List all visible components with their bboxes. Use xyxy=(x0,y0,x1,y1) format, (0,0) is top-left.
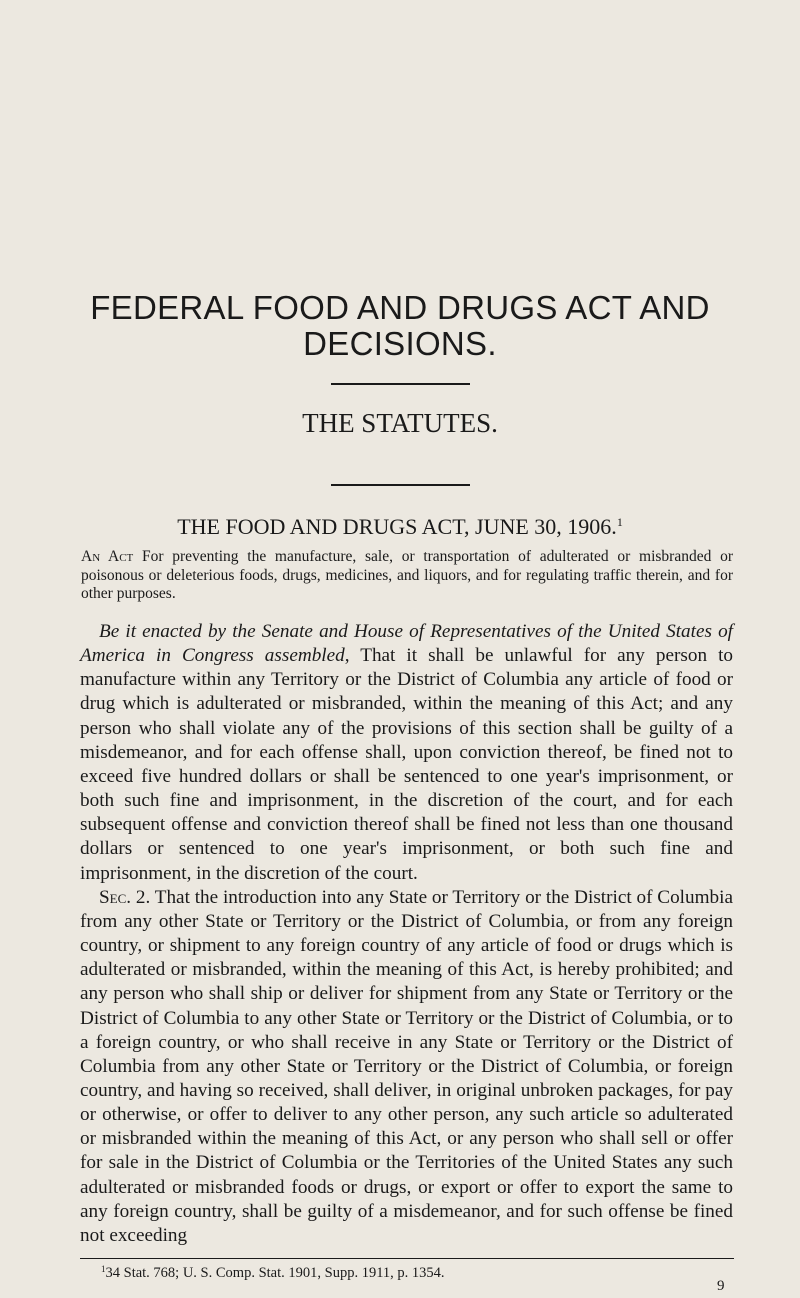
page-number: 9 xyxy=(717,1278,725,1294)
preamble-text: For preventing the manufacture, sale, or transportation of adulterated or misbranded or poisonous or deleterious foods, drugs, medicines, and liquors, and for regulating traffic therein, and for other purposes. xyxy=(81,548,733,602)
act-heading xyxy=(0,509,800,540)
act-heading-text: THE FOOD AND DRUGS ACT, JUNE 30, 1906. xyxy=(177,514,617,539)
footnote-divider xyxy=(80,1258,734,1259)
act-preamble xyxy=(81,548,733,604)
divider-rule-top xyxy=(331,383,470,385)
title-line-1: FEDERAL FOOD AND DRUGS ACT AND xyxy=(90,289,710,326)
title-line-2: DECISIONS. xyxy=(303,325,497,362)
footnote-reference: 1 xyxy=(616,515,623,529)
paragraph-section-2 xyxy=(80,886,733,1248)
footnote xyxy=(101,1261,445,1282)
preamble-lead: An Act xyxy=(81,548,134,565)
section-1-text: , That it shall be unlawful for any person to manufacture within any Territory or the District of Columbia any article of food or drug which is adulterated or misbranded, within the meaning of this Act; and any person who shall violate any of the provisions of this section shall be guilty of a misdemeanor, and for each offense shall, upon conviction thereof, be fined not to exceed five hundred dollars or shall be sentenced to one year's imprisonment, or both such fine and imprisonment, in the discretion of the court, and for each subsequent offense and conviction thereof shall be fined not less than one thousand dollars or sentenced to one year's imprisonment, or both such fine and imprisonment, in the discretion of the court. xyxy=(80,645,734,884)
act-body xyxy=(80,620,733,1248)
section-heading: THE STATUTES. xyxy=(302,408,498,438)
section-2-label: Sec. 2. xyxy=(99,886,151,908)
footnote-mark: 1 xyxy=(101,1264,106,1274)
document-title xyxy=(0,290,800,362)
footnote-text: 34 Stat. 768; U. S. Comp. Stat. 1901, Supp. 1911, p. 1354. xyxy=(105,1265,445,1281)
paragraph-section-1 xyxy=(80,620,733,886)
section-2-text: That the introduction into any State or Territory or the District of Columbia from any other State or Territory or the District of Columbia, or from any foreign country, or shipment to any foreign country of any article of food or drugs which is adulterated or misbranded, within the meaning of this Act, is hereby prohibited; and any person who shall ship or deliver for shipment from any State or Territory or the District of Columbia to any other State or Territory or the District of Columbia, or to a foreign country, or who shall receive in any State or Territory or the District of Columbia from any other State or Territory or the District of Columbia, or foreign country, and having so received, shall deliver, in original unbroken packages, for pay or otherwise, or offer to deliver to any other person, any such article so adulterated or misbranded within the meaning of this Act, or any person who shall sell or offer for sale in the District of Columbia or the Territories of the United States any such adulterated or misbranded foods or drugs, or export or offer to export the same to any foreign country, shall be guilty of a misdemeanor, and for such offense be fined not exceeding xyxy=(80,886,733,1246)
divider-rule-bottom xyxy=(331,484,470,486)
enacting-clause: Be it enacted by the Senate and House of Representatives of the United States of America in Congress assembled xyxy=(80,621,733,667)
